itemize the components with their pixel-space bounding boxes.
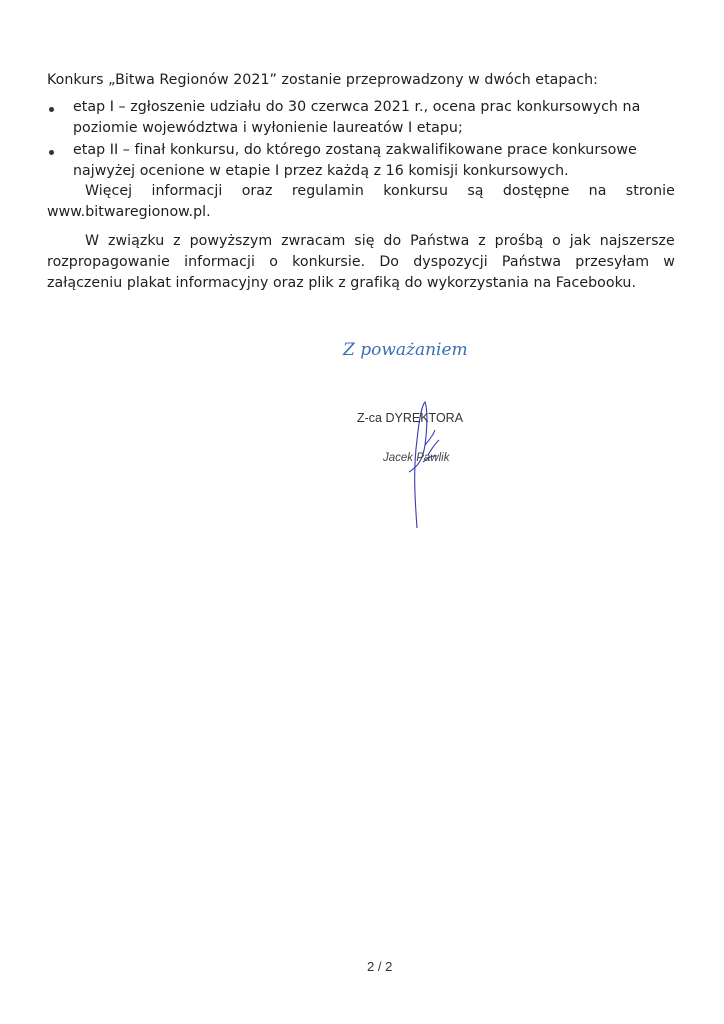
word: stronie: [625, 183, 675, 199]
closing-salutation: Z poważaniem: [343, 340, 468, 360]
word: zwracam: [281, 233, 346, 249]
website-link[interactable]: www.bitwaregionow.pl.: [47, 204, 211, 220]
word: z: [173, 233, 181, 249]
word: oraz: [241, 183, 273, 199]
word: w: [663, 254, 675, 270]
paragraph-2-line-1: [85, 233, 675, 249]
paragraph-2-line-2: [47, 254, 675, 270]
word: dyspozycji: [413, 254, 488, 270]
bullet-2-line-1: etap II – finał konkursu, do którego zostaną zakwalifikowane prace konkursowe: [73, 142, 637, 158]
word: informacji: [184, 254, 256, 270]
signatory-name: Jacek Pawlik: [383, 452, 450, 464]
word: W: [85, 233, 100, 249]
word: związku: [108, 233, 165, 249]
info-line-1: [85, 183, 675, 199]
word: Państwa: [501, 254, 562, 270]
intro-text: Konkurs „Bitwa Regionów 2021” zostanie przeprowadzony w dwóch etapach:: [47, 72, 598, 88]
word: Więcej: [85, 183, 133, 199]
word: regulamin: [291, 183, 364, 199]
bullet-icon: [49, 107, 54, 112]
word: się: [354, 233, 375, 249]
word: prośbą: [494, 233, 544, 249]
word: rozpropagowanie: [47, 254, 170, 270]
page-number: 2 / 2: [367, 959, 393, 974]
word: na: [588, 183, 607, 199]
word: Do: [379, 254, 400, 270]
word: najszersze: [599, 233, 675, 249]
word: o: [269, 254, 278, 270]
word: dostępne: [502, 183, 570, 199]
word: o: [552, 233, 561, 249]
word: są: [467, 183, 484, 199]
bullet-2-line-2: najwyżej ocenione w etapie I przez każdą z 16 komisji konkursowych.: [73, 163, 569, 179]
word: jak: [569, 233, 591, 249]
word: do: [383, 233, 402, 249]
word: konkursie.: [292, 254, 366, 270]
bullet-1-line-2: poziomie województwa i wyłonienie laureatów I etapu;: [73, 120, 463, 136]
paragraph-2-line-3: załączeniu plakat informacyjny oraz plik z grafiką do wykorzystania na Facebooku.: [47, 275, 637, 291]
bullet-1-line-1: etap I – zgłoszenie udziału do 30 czerwca 2021 r., ocena prac konkursowych na: [73, 99, 641, 115]
signatory-role: Z-ca DYREKTORA: [357, 411, 464, 425]
word: z: [478, 233, 486, 249]
word: przesyłam: [575, 254, 650, 270]
word: informacji: [151, 183, 223, 199]
word: Państwa: [410, 233, 470, 249]
word: konkursu: [383, 183, 449, 199]
bullet-icon: [49, 150, 54, 155]
word: powyższym: [189, 233, 273, 249]
